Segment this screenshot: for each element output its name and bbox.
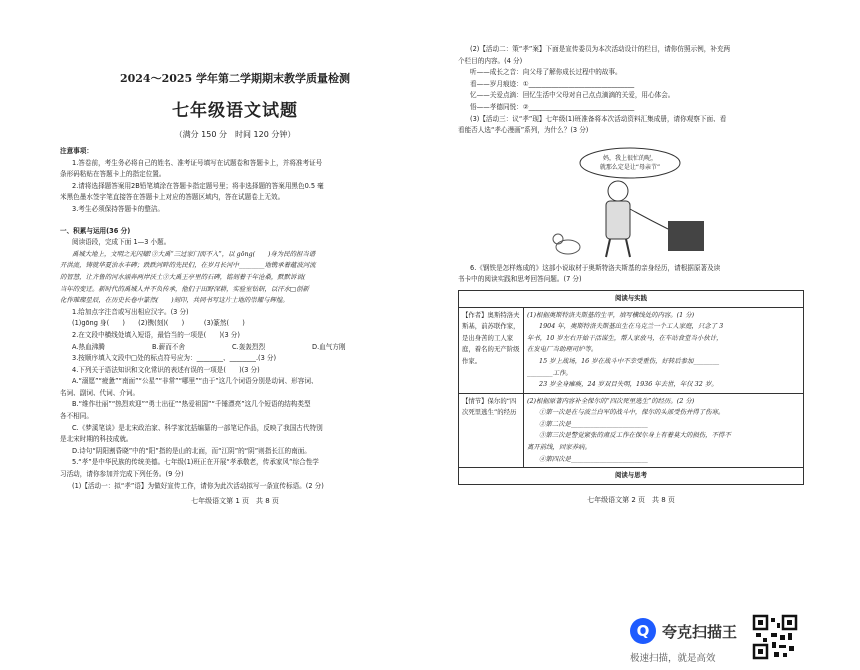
column-item: 看——岁月痕迹：①________________________________ <box>470 79 635 88</box>
author-label: 【作者】奥斯特洛夫斯基，前苏联作家，是出身苦的工人家庭，着名的无产阶级作家。 <box>459 307 524 393</box>
page-footer: 七年级语文第 1 页 共 8 页 <box>191 497 279 506</box>
scanner-slogan: 极速扫描，就是高效 <box>630 653 716 664</box>
bubble-text-1: 妈，我上很忙的呢， <box>602 154 658 162</box>
option-b: B.薪而不舍 <box>152 342 185 351</box>
notice-line: 3.考生必须保持答题卡的整洁。 <box>72 204 165 213</box>
reading-card-table <box>458 290 804 485</box>
author-bio-line: 年书，10 岁左右开始干活谋生，帮人家放马，在车站食堂当小伙计， <box>527 333 723 342</box>
author-bio-line: ________工作。 <box>527 368 572 377</box>
passage-line: 化作璀璨星辰，在历史长卷中篆然( )刻印，共同书写这片土地的崇耀与辉煌。 <box>60 296 289 305</box>
passage-line: 开洪流，铸就华夏治水丰碑；跌跌河畔的先民们，在岁月长河中________地镌承着蕴波河流 <box>60 261 316 270</box>
notice-line: 2.请将选择题答案用2B铅笔填涂在答题卡指定题号里；将非选择题的答案用黑色0.5 毫 <box>72 181 324 190</box>
question-1: 1.给加点字注音或写出相应汉字。(3 分) <box>72 307 189 316</box>
activity3-line: 看能否人选“孝心漫画”系列，为什么？(3 分) <box>458 126 589 135</box>
scanner-app-name: 夸克扫描王 <box>662 622 738 641</box>
question-4-line: A.“溺愿”“疲惫”“南面”“公星”“非常”“哪里”“由于”这几个词语分别是动词、形容词、 <box>72 377 318 386</box>
qr-code-icon <box>752 614 798 660</box>
passage-line: 当年的变迁。新时代的禹城人并不负传承，他们于田野深耕，实验室钻研，以汗水□创新 <box>60 284 309 293</box>
question-4-line: B.“维作壮丽”“热烈欢迎”“勇士出征”“热爱祖国”“千锤漂亮”这几个短语的结构类型 <box>72 400 311 409</box>
plot-line: ③第三次是警觉紧张的肃反工作在保尔身上有着莫大的损伤，不得不 <box>539 431 731 440</box>
author-question: (1)根据奥斯特洛夫斯基的生平，填写横线处的内容。(1 分) <box>527 310 695 319</box>
plot-line: ①第一次是在与波兰白军的战斗中，保尔的头部受伤并得了伤寒。 <box>539 408 725 417</box>
author-bio-line: 1904 年，奥斯特洛夫斯基出生在乌克兰一个工人家庭，只念了 3 <box>539 322 724 331</box>
page-footer: 七年级语文第 2 页 共 8 页 <box>587 495 675 504</box>
question-2: 2.在文段中横线处填入短语，最恰当的一项是( )(3 分) <box>72 330 240 339</box>
notice-title: 注意事项： <box>60 147 93 155</box>
activity2-line: 个栏目的内容。(4 分) <box>458 56 523 65</box>
exam-page-2 <box>458 36 804 505</box>
exam-header: 2024～2025 学年第二学期期末教学质量检测 <box>119 72 351 85</box>
activity3-line: (3)【活动三：议“孝”现】七年级(1)班准备将本次活动资料汇集成册，请你观察下面、看 <box>470 114 727 123</box>
plot-question: (2)根据原著内容补全保尔的“四次死里逃生”的经历。(2 分) <box>527 396 695 405</box>
question-5-line: (1)【活动一：拟“孝”语】为做好宣传工作，请你为此次活动拟写一条宣传标语。(2 分) <box>72 481 324 490</box>
question-2-options <box>60 342 410 354</box>
notice-line: 条形码粘贴在答题卡上的指定位置。 <box>60 170 166 179</box>
question-4-line: 名词、副词、代词、介词。 <box>60 388 140 397</box>
plot-label: 【情节】保尔的“四次死里逃生”的经历 <box>459 393 524 468</box>
option-a: A.热血沸腾 <box>72 342 105 351</box>
notice-line: 米黑色墨水签字笔直接答在答题卡上对应的答题区域内，答在试题卷上无效。 <box>60 193 285 202</box>
scanner-logo-icon: Q <box>630 618 656 644</box>
column-item: 忆——关爱点滴：回忆生活中父母对自己点点滴滴的关爱，用心体会。 <box>470 91 675 100</box>
question-4-line: C.《梦溪笔谈》是北宋政治家、科学家沈括编纂的一部笔记作品，反映了我国古代特别 <box>72 423 323 432</box>
question-5-line: 习活动，请你参加并完成下列任务。(9 分) <box>60 470 184 479</box>
question-6-line: 6.《钢铁是怎样炼成的》这部小说取材于奥斯特洛夫斯基的亲身经历，请根据原著及读 <box>470 263 721 272</box>
author-bio-line: 在发电厂当助理司炉等。 <box>527 345 598 354</box>
question-4-line: 各不相同。 <box>60 412 93 421</box>
activity2-line: (2)【活动二：策“孝”案】下面是宣传委员为本次活动设计的栏目，请你仿照示例，补充两 <box>470 45 731 53</box>
column-item: 听——成长之音：向父母了解你成长过程中的故事。 <box>470 68 622 77</box>
character-body <box>606 201 630 239</box>
table-header: 阅读与实践 <box>459 290 804 307</box>
cartoon-drawing <box>518 139 718 259</box>
section-heading: 一、积累与运用(36 分) <box>60 226 131 235</box>
table-footer: 阅读与思考 <box>459 468 804 485</box>
cartoon-image <box>458 139 804 259</box>
exam-title: 七年级语文试题 <box>172 101 298 121</box>
phone-table <box>668 221 704 251</box>
plot-line: ②第二次是________________________ <box>539 419 648 428</box>
plot-line: ④第四次是________________________ <box>539 454 648 463</box>
question-4: 4.下列关于语法知识和文化常识的表述有误的一项是( )(3 分) <box>72 365 260 374</box>
question-1-items: (1)gōng 身( ) (2)镌(刻)( ) (3)篆然( ) <box>72 319 245 328</box>
question-6-line: 书卡中的阅读实践和思考回答问题。(7 分) <box>458 275 582 284</box>
phone-cord <box>630 209 668 229</box>
passage-line: 禹城大地上，文明之光闪耀!③大禹“三过家门而不入”，以 gōng( )身为民的担当谱 <box>72 249 316 258</box>
question-3: 3.按顺序填入文段中□处的标点符号应为：________、________.(3 分) <box>72 354 277 363</box>
author-bio-line: 15 岁上战场，16 岁在战斗中不幸受重伤，好转后参加________ <box>539 356 720 365</box>
question-4-line: 是北宋时期的科技成就。 <box>60 435 133 444</box>
passage-line: 的智慧，让齐鲁的河水涌奔两岸沃土③大禹王亭里的石碑，铭刻着千年沧桑，默默诉说( <box>60 272 306 281</box>
option-d: D.血气方刚 <box>312 342 346 351</box>
author-bio-line: 23 岁全身瘫痪，24 岁双目失明，1936 年去世，年仅 32 岁。 <box>539 380 718 389</box>
character-head <box>608 181 628 201</box>
exam-page-1 <box>60 36 410 506</box>
reading-intro: 阅读语段，完成下面 1—3 小题。 <box>72 238 171 247</box>
column-item: 悟——孝德同悦：②________________________________ <box>470 102 635 111</box>
cat <box>556 240 580 254</box>
option-c: C.轰轰烈烈 <box>232 342 266 351</box>
question-4-line: D.诗句“阴阳割昏晓”中的“阳”指的是山的北面，而“江阴”的“阴”则指长江的南面。 <box>72 446 311 455</box>
speech-bubble <box>580 148 680 178</box>
exam-subtitle: （满分 150 分 时间 120 分钟） <box>174 130 296 139</box>
question-5-line: 5.“孝”是中华民族的传统美德。七年级(1)班正在开展“孝承敬老，传承家风”综合性学 <box>72 458 319 467</box>
plot-line: 离开前线，回家养病。 <box>527 443 591 452</box>
bubble-text-2: 就那么定是让“母亲节” <box>599 163 661 171</box>
notice-line: 1.答卷前，考生务必将自己的姓名、准考证号填写在试题卷和答题卡上，并将准考证号 <box>72 158 323 167</box>
